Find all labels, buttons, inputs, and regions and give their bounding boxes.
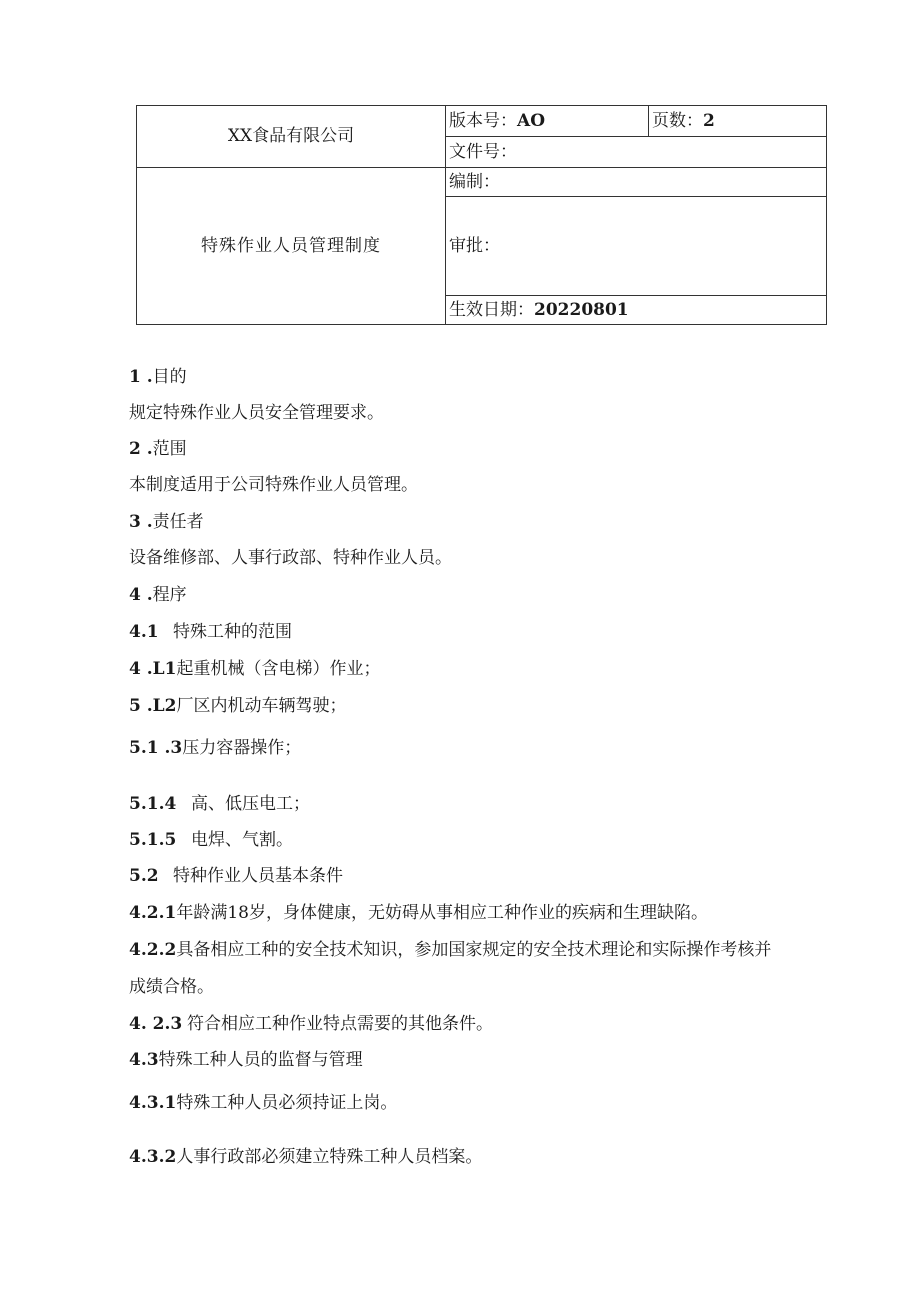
section-number: 5.2	[129, 866, 159, 886]
section-number: 5.1.5	[129, 830, 177, 850]
body-line	[129, 661, 829, 678]
company-name: XX食品有限公司	[137, 106, 446, 168]
section-number: 4.2.1	[129, 903, 177, 923]
section-number: 4 .L1	[129, 659, 177, 679]
compiled-by-label: 编制：	[446, 168, 827, 197]
section-number: 5.1 .3	[129, 738, 183, 758]
section-number: 5.1.4	[129, 794, 177, 814]
body-line	[129, 1016, 829, 1033]
version-cell	[446, 106, 649, 137]
section-number: 4.3.2	[129, 1147, 177, 1167]
line-text: 目的	[152, 367, 187, 387]
line-text: 电焊、气割。	[191, 830, 293, 850]
version-value: AO	[517, 110, 545, 131]
section-number: 5 .L2	[129, 696, 177, 716]
body-line	[129, 441, 829, 458]
line-text: 厂区内机动车辆驾驶；	[176, 696, 347, 716]
section-number: 4.3.1	[129, 1093, 177, 1113]
line-text: 特殊工种人员的监督与管理	[158, 1050, 363, 1070]
section-number: 4.2.2	[129, 940, 177, 960]
file-number-label: 文件号：	[446, 137, 827, 168]
body-line	[129, 405, 829, 422]
line-text: 责任者	[152, 512, 204, 532]
line-text: 程序	[152, 585, 187, 605]
body-line	[129, 796, 829, 813]
effective-date-value: 20220801	[534, 299, 629, 320]
section-number: 4.3	[129, 1050, 159, 1070]
section-number: 4 .	[129, 585, 153, 605]
line-text: 人事行政部必须建立特殊工种人员档案。	[176, 1147, 483, 1167]
body-line	[129, 550, 829, 567]
body-line	[129, 1052, 829, 1069]
body-line	[129, 587, 829, 604]
body-line	[129, 1095, 829, 1112]
body-line	[129, 698, 829, 715]
approved-by-label: 审批：	[446, 197, 827, 296]
body-line	[129, 624, 829, 641]
section-number: 2 .	[129, 439, 153, 459]
line-text: 本制度适用于公司特殊作业人员管理。	[129, 475, 418, 495]
body-line	[129, 740, 829, 757]
line-text: 具备相应工种的安全技术知识，参加国家规定的安全技术理论和实际操作考核并	[176, 940, 772, 960]
pages-cell	[649, 106, 827, 137]
line-text: 特种作业人员基本条件	[173, 866, 343, 886]
section-number: 4. 2.3	[129, 1014, 183, 1034]
section-number: 3 .	[129, 512, 153, 532]
body-line	[129, 514, 829, 531]
effective-date-cell	[446, 296, 827, 325]
body-line	[129, 369, 829, 386]
line-text: 范围	[152, 439, 187, 459]
document-title: 特殊作业人员管理制度	[137, 168, 446, 325]
body-line	[129, 477, 829, 494]
body-line	[129, 832, 829, 849]
line-text: 规定特殊作业人员安全管理要求。	[129, 403, 384, 423]
body-line	[129, 905, 829, 922]
body-line	[129, 942, 829, 959]
line-text: 高、低压电工；	[191, 794, 310, 814]
version-label: 版本号：	[449, 110, 517, 131]
body-line	[129, 979, 829, 996]
document-header-table	[136, 105, 827, 325]
line-text: 特殊工种的范围	[173, 622, 292, 642]
pages-value: 2	[703, 110, 715, 131]
line-text: 符合相应工种作业特点需要的其他条件。	[187, 1014, 493, 1034]
line-text: 设备维修部、人事行政部、特种作业人员。	[129, 548, 452, 568]
pages-label: 页数：	[652, 110, 703, 131]
body-line	[129, 1149, 829, 1166]
line-text: 起重机械（含电梯）作业；	[176, 659, 381, 679]
body-line	[129, 868, 829, 885]
section-number: 1 .	[129, 367, 153, 387]
line-text: 压力容器操作；	[182, 738, 302, 758]
effective-date-label: 生效日期：	[449, 299, 534, 320]
section-number: 4.1	[129, 622, 159, 642]
line-text: 成绩合格。	[129, 977, 214, 997]
line-text: 年龄满18岁，身体健康，无妨碍从事相应工种作业的疾病和生理缺陷。	[176, 903, 708, 923]
line-text: 特殊工种人员必须持证上岗。	[176, 1093, 398, 1113]
